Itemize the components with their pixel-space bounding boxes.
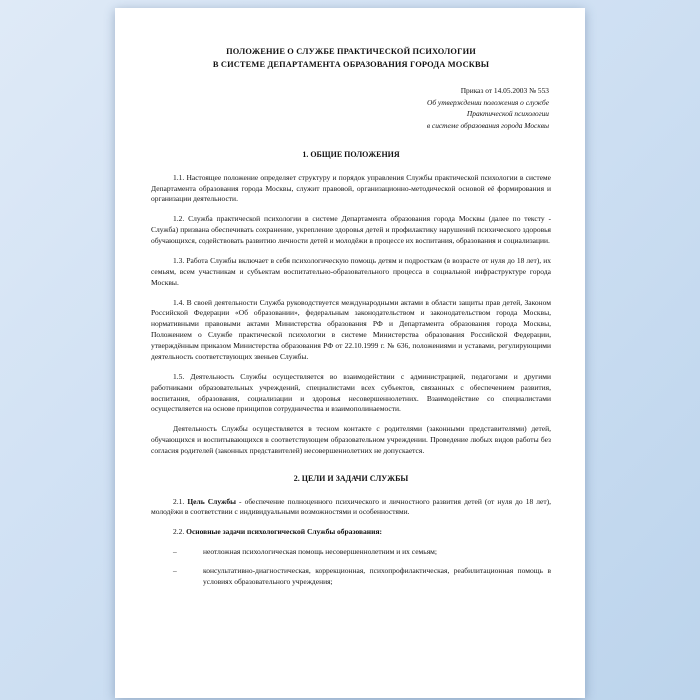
section-1-heading: 1. ОБЩИЕ ПОЛОЖЕНИЯ [302, 150, 400, 160]
list-dash-marker: – [173, 547, 177, 557]
section-1-paragraph-1-4: 1.4. В своей деятельности Служба руководствуется международными актами в области защиты прав детей, Законом Российской Федерации «Об образовании», федеральным законодательством и законодательством города Москвы, нормативными правовыми актами Министерства образования РФ и Департамента образования города Москвы, Положением о Службе практической психологии в системе Министерства образования Российской Федерации, утверждённым приказом Министерства образования РФ от 22.10.1999 г. № 636, положениями и уставами, регулирующими деятельность соответствующих звеньев Службы. [151, 297, 551, 361]
list-dash-marker: – [173, 566, 177, 576]
order-reference-block [151, 85, 549, 131]
list-item [151, 566, 551, 588]
emphasis-text: Основные задачи психологической Службы образования: [186, 527, 383, 537]
section-2-task-list [151, 547, 551, 588]
section-2-paragraph-2-1: 2.1. Цель Службы - обеспечение полноценного психического и личностного развития детей (от нуля до 18 лет), молодёжи в соответствии с индивидуальными возможностями и особенностями. [151, 496, 552, 517]
order-subject-line-3: в системе образования города Москвы [426, 120, 549, 130]
order-subject-line-2: Практической психологии [466, 109, 549, 119]
page-bottom-edge [115, 688, 585, 698]
document-body [115, 8, 585, 588]
list-item-text: консультативно-диагностическая, коррекционная, психопрофилактическая, реабилитационная помощь в условиях образовательного учреждения; [203, 566, 551, 586]
section-1-paragraph-1-3: 1.3. Работа Службы включает в себя психологическую помощь детям и подросткам (в возрасте от нуля до 18 лет), их семьям, всем участникам и субъектам воспитательно-образовательного процесса в социальной инфраструктуре города Москвы. [151, 255, 551, 287]
order-number: Приказ от 14.05.2003 № 553 [460, 86, 549, 96]
order-subject-line-1: Об утверждении положения о службе [427, 97, 549, 107]
section-1-paragraph-parents: Деятельность Службы осуществляется в тесном контакте с родителями (законными представителями) детей, обучающихся и воспитывающихся в соответствующем образовательном учреждении. Проведение любых видов работы без согласия родителей (законных представителей) несовершеннолетних не допускается. [151, 424, 551, 456]
section-2-paragraph-2-2: 2.2. Основные задачи психологической Службы образования: [173, 527, 383, 537]
document-title-line-1: ПОЛОЖЕНИЕ О СЛУЖБЕ ПРАКТИЧЕСКОЙ ПСИХОЛОГИИ [226, 47, 476, 56]
list-item-text: неотложная психологическая помощь несовершеннолетним и их семьям; [203, 547, 437, 557]
section-1-paragraph-1-5: 1.5. Деятельность Службы осуществляется во взаимодействии с администрацией, педагогами и другими работниками образовательных учреждений, специалистами всех субъектов, связанных с обеспечением развития, воспитания, образования, социализации и здоровья несовершеннолетних. Взаимодействие со специалистами осуществляется на основе принципов сотрудничества и взаимополинаемости. [151, 371, 551, 414]
document-page [115, 8, 585, 698]
document-title-line-2: В СИСТЕМЕ ДЕПАРТАМЕНТА ОБРАЗОВАНИЯ ГОРОДА МОСКВЫ [212, 59, 490, 69]
list-item [151, 547, 551, 558]
section-1-paragraph-1-2: 1.2. Служба практической психологии в системе Департамента образования города Москвы (далее по тексту - Служба) призвана обеспечивать сохранение, укрепление здоровья детей и профилактику нарушений психического здоровья обучающихся, содействовать развитию личности детей и молодёжи в процессе их воспитания, образования и социализации. [151, 214, 551, 246]
section-2-heading: 2. ЦЕЛИ И ЗАДАЧИ СЛУЖБЫ [293, 473, 409, 483]
emphasis-text: Цель Службы [187, 496, 236, 506]
document-title [151, 46, 551, 71]
section-1-paragraph-1-1: 1.1. Настоящее положение определяет структуру и порядок управления Службы практической психологии в системе Департамента образования города Москвы, служит правовой, организационно-методической основой её формирования и организации деятельности. [151, 172, 551, 204]
